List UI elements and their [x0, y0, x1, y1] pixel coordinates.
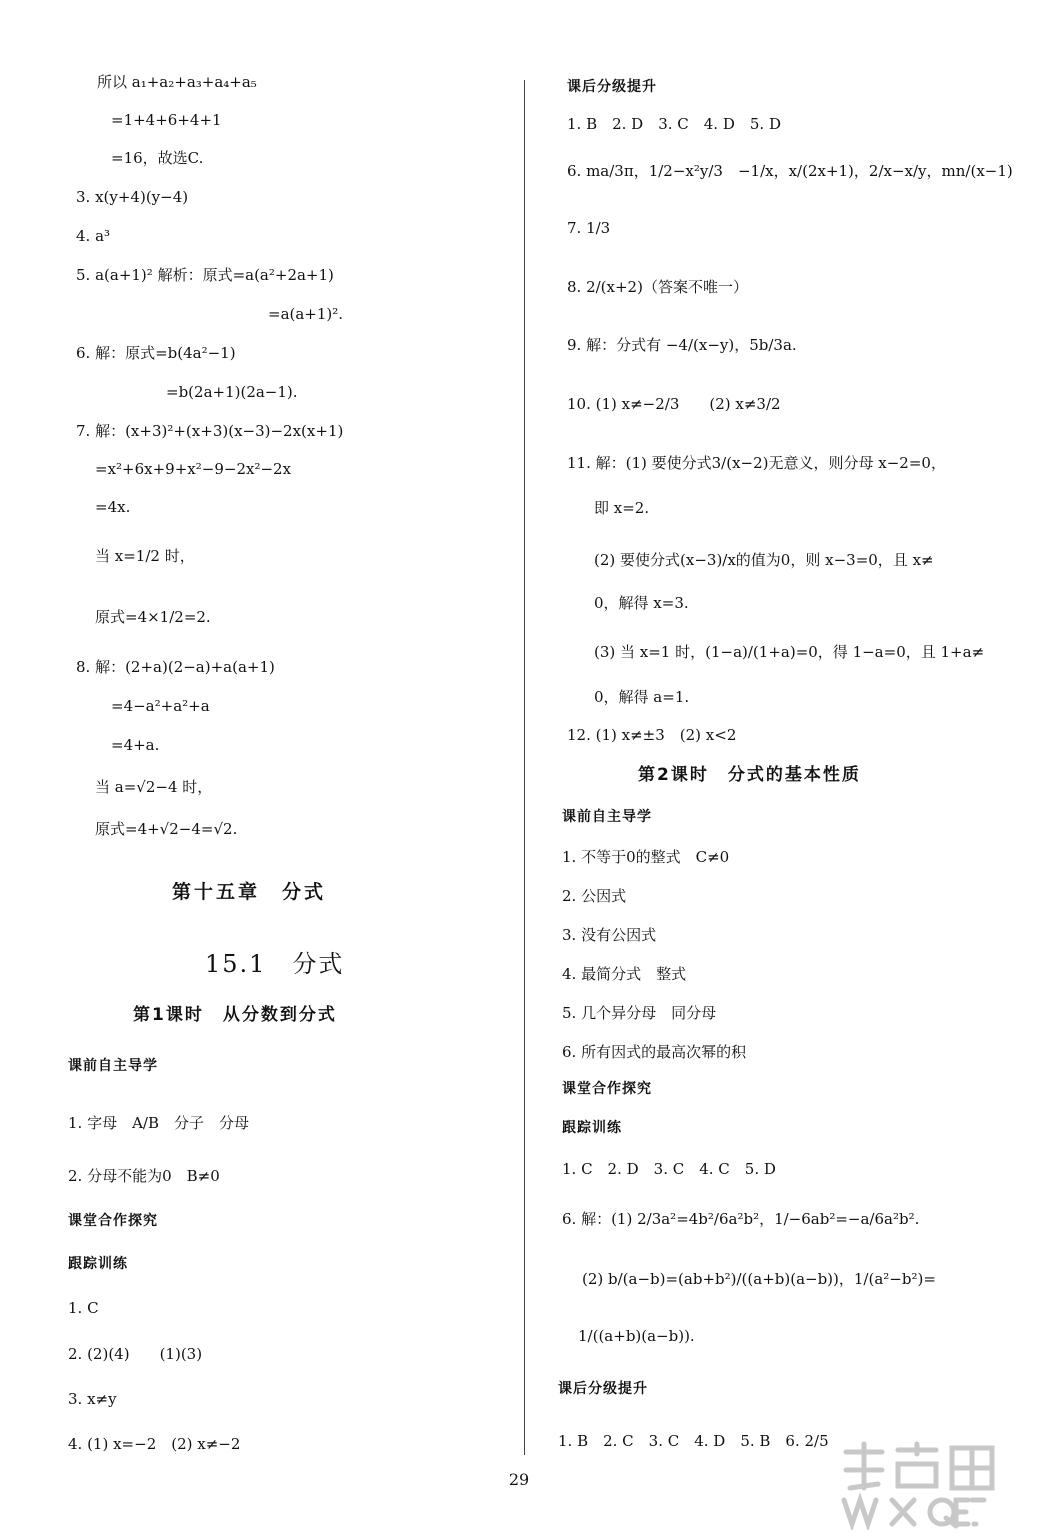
lesson-title: 第1课时 从分数到分式 [133, 1005, 337, 1025]
text-line: 9. 解：分式有 −4/(x−y)，5b/3a. [567, 336, 797, 354]
text-line: 即 x=2. [594, 499, 650, 517]
page-number: 29 [508, 1470, 530, 1489]
section-label: 课堂合作探究 [562, 1081, 652, 1097]
text-line: (2) 要使分式(x−3)/x的值为0，则 x−3=0，且 x≠ [594, 551, 934, 569]
watermark-logo [834, 1438, 1024, 1530]
text-line: =a(a+1)². [268, 305, 344, 323]
text-line: =b(2a+1)(2a−1). [166, 383, 298, 401]
text-line: 6. 所有因式的最高次幂的积 [562, 1043, 747, 1061]
text-line: 3. 没有公因式 [562, 926, 657, 944]
section-label: 跟踪训练 [68, 1256, 128, 1272]
text-line: 4. (1) x=−2 (2) x≠−2 [68, 1435, 241, 1453]
text-line: =1+4+6+4+1 [111, 111, 222, 129]
text-line: 4. 最简分式 整式 [562, 965, 687, 983]
text-line: 4. a³ [76, 227, 111, 245]
column-divider [524, 80, 525, 1455]
text-line: 12. (1) x≠±3 (2) x<2 [567, 726, 737, 744]
text-line: 8. 2/(x+2)（答案不唯一） [567, 278, 748, 296]
text-line: 1. 不等于0的整式 C≠0 [562, 848, 730, 866]
text-line: 11. 解：(1) 要使分式3/(x−2)无意义，则分母 x−2=0， [567, 454, 946, 472]
text-line: 7. 1/3 [567, 219, 611, 237]
text-line: 1/((a+b)(a−b)). [578, 1327, 695, 1345]
text-line: 2. (2)(4) (1)(3) [68, 1345, 203, 1363]
section-label: 课前自主导学 [68, 1058, 158, 1074]
text-line: 原式=4+√2−4=√2. [95, 820, 238, 838]
text-line: =16，故选C. [111, 149, 204, 167]
text-line: 5. 几个异分母 同分母 [562, 1004, 717, 1022]
text-line: 0，解得 x=3. [594, 594, 689, 612]
text-line: 当 a=√2−4 时， [95, 778, 213, 796]
text-line: =4x. [95, 498, 131, 516]
chapter-title: 第十五章 分式 [172, 881, 327, 903]
text-line: 1. B 2. C 3. C 4. D 5. B 6. 2/5 [558, 1432, 829, 1450]
text-line: (3) 当 x=1 时，(1−a)/(1+a)=0，得 1−a=0，且 1+a≠ [594, 643, 985, 661]
text-line: 1. C 2. D 3. C 4. C 5. D [562, 1160, 776, 1178]
section-label: 课前自主导学 [562, 809, 652, 825]
text-line: 3. x(y+4)(y−4) [76, 188, 189, 206]
text-line: (2) b/(a−b)=(ab+b²)/((a+b)(a−b))，1/(a²−b²)= [582, 1270, 936, 1288]
text-line: 8. 解：(2+a)(2−a)+a(a+1) [76, 658, 275, 676]
text-line: 1. B 2. D 3. C 4. D 5. D [567, 115, 781, 133]
text-line: 6. 解：原式=b(4a²−1) [76, 344, 236, 362]
text-line: 原式=4×1/2=2. [95, 608, 211, 626]
text-line: =4−a²+a²+a [111, 697, 210, 715]
lesson-title: 第2课时 分式的基本性质 [638, 765, 861, 785]
section-label: 课后分级提升 [567, 79, 657, 95]
text-line: 5. a(a+1)² 解析：原式=a(a²+2a+1) [76, 266, 334, 284]
text-line: 7. 解：(x+3)²+(x+3)(x−3)−2x(x+1) [76, 422, 344, 440]
text-line: 2. 分母不能为0 B≠0 [68, 1167, 220, 1185]
text-line: 0，解得 a=1. [594, 688, 690, 706]
text-line: =4+a. [111, 736, 160, 754]
text-line: 1. C [68, 1299, 99, 1317]
text-line: 6. 解：(1) 2/3a²=4b²/6a²b²，1/−6ab²=−a/6a²b². [562, 1210, 920, 1228]
section-label: 课堂合作探究 [68, 1213, 158, 1229]
section-label: 课后分级提升 [558, 1381, 648, 1397]
text-line: =x²+6x+9+x²−9−2x²−2x [95, 460, 292, 478]
section-title: 15.1 分式 [205, 950, 345, 978]
text-line: 1. 字母 A/B 分子 分母 [68, 1114, 249, 1132]
text-line: 当 x=1/2 时， [95, 547, 195, 565]
text-line: 2. 公因式 [562, 887, 627, 905]
text-line: 6. ma/3π，1/2−x²y/3 −1/x，x/(2x+1)，2/x−x/y，mn/(x−1) [567, 162, 1013, 180]
text-line: 所以 a₁+a₂+a₃+a₄+a₅ [97, 73, 257, 91]
text-line: 10. (1) x≠−2/3 (2) x≠3/2 [567, 395, 781, 413]
text-line: 3. x≠y [68, 1390, 117, 1408]
section-label: 跟踪训练 [562, 1120, 622, 1136]
